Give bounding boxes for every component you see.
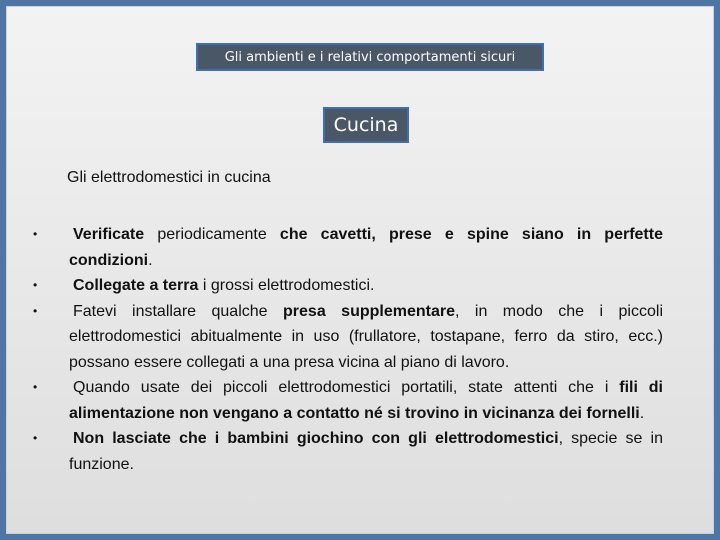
bullet-icon: • <box>33 303 38 318</box>
bullet-list <box>27 222 663 477</box>
list-item <box>27 375 663 426</box>
slide <box>6 6 714 534</box>
bold-text: Verificate <box>73 226 145 243</box>
bold-text: Collegate a terra <box>73 277 199 294</box>
bold-text: fili di alimentazione non vengano a contatto né si trovino in vicinanza dei fornelli <box>69 379 663 422</box>
text: . <box>639 404 645 422</box>
bold-text: presa supplementare <box>283 302 455 320</box>
text: i grossi elettrodomestici. <box>198 277 375 294</box>
list-item <box>27 273 663 299</box>
bullet-icon: • <box>33 380 38 394</box>
text: , specie se in funzione. <box>69 430 663 473</box>
bold-text: Non lasciate che i bambini giochino con gli elettrodomestici <box>73 430 559 447</box>
section-title: Cucina <box>323 107 409 143</box>
list-item <box>27 299 663 376</box>
text: periodicamente <box>144 226 280 243</box>
bullet-icon: • <box>33 278 38 292</box>
text: Fatevi installare qualche <box>73 302 284 320</box>
bullet-icon: • <box>33 431 38 445</box>
text: Quando usate dei piccoli elettrodomestici portatili, state attenti che i <box>73 379 620 396</box>
list-item <box>27 426 663 477</box>
bullet-icon: • <box>33 227 38 241</box>
top-banner: Gli ambienti e i relativi comportamenti sicuri <box>196 43 544 71</box>
list-item <box>27 222 663 273</box>
bold-text: che cavetti, prese e spine siano in perfette condizioni <box>69 226 663 269</box>
text: . <box>148 251 153 269</box>
text: , in modo che i piccoli elettrodomestici abitualmente in uso (frullatore, tostapane, ferro da stiro, ecc.) possano essere collegati a una presa vicina al piano di lavoro. <box>69 302 663 371</box>
subtitle: Gli elettrodomestici in cucina <box>67 169 271 186</box>
